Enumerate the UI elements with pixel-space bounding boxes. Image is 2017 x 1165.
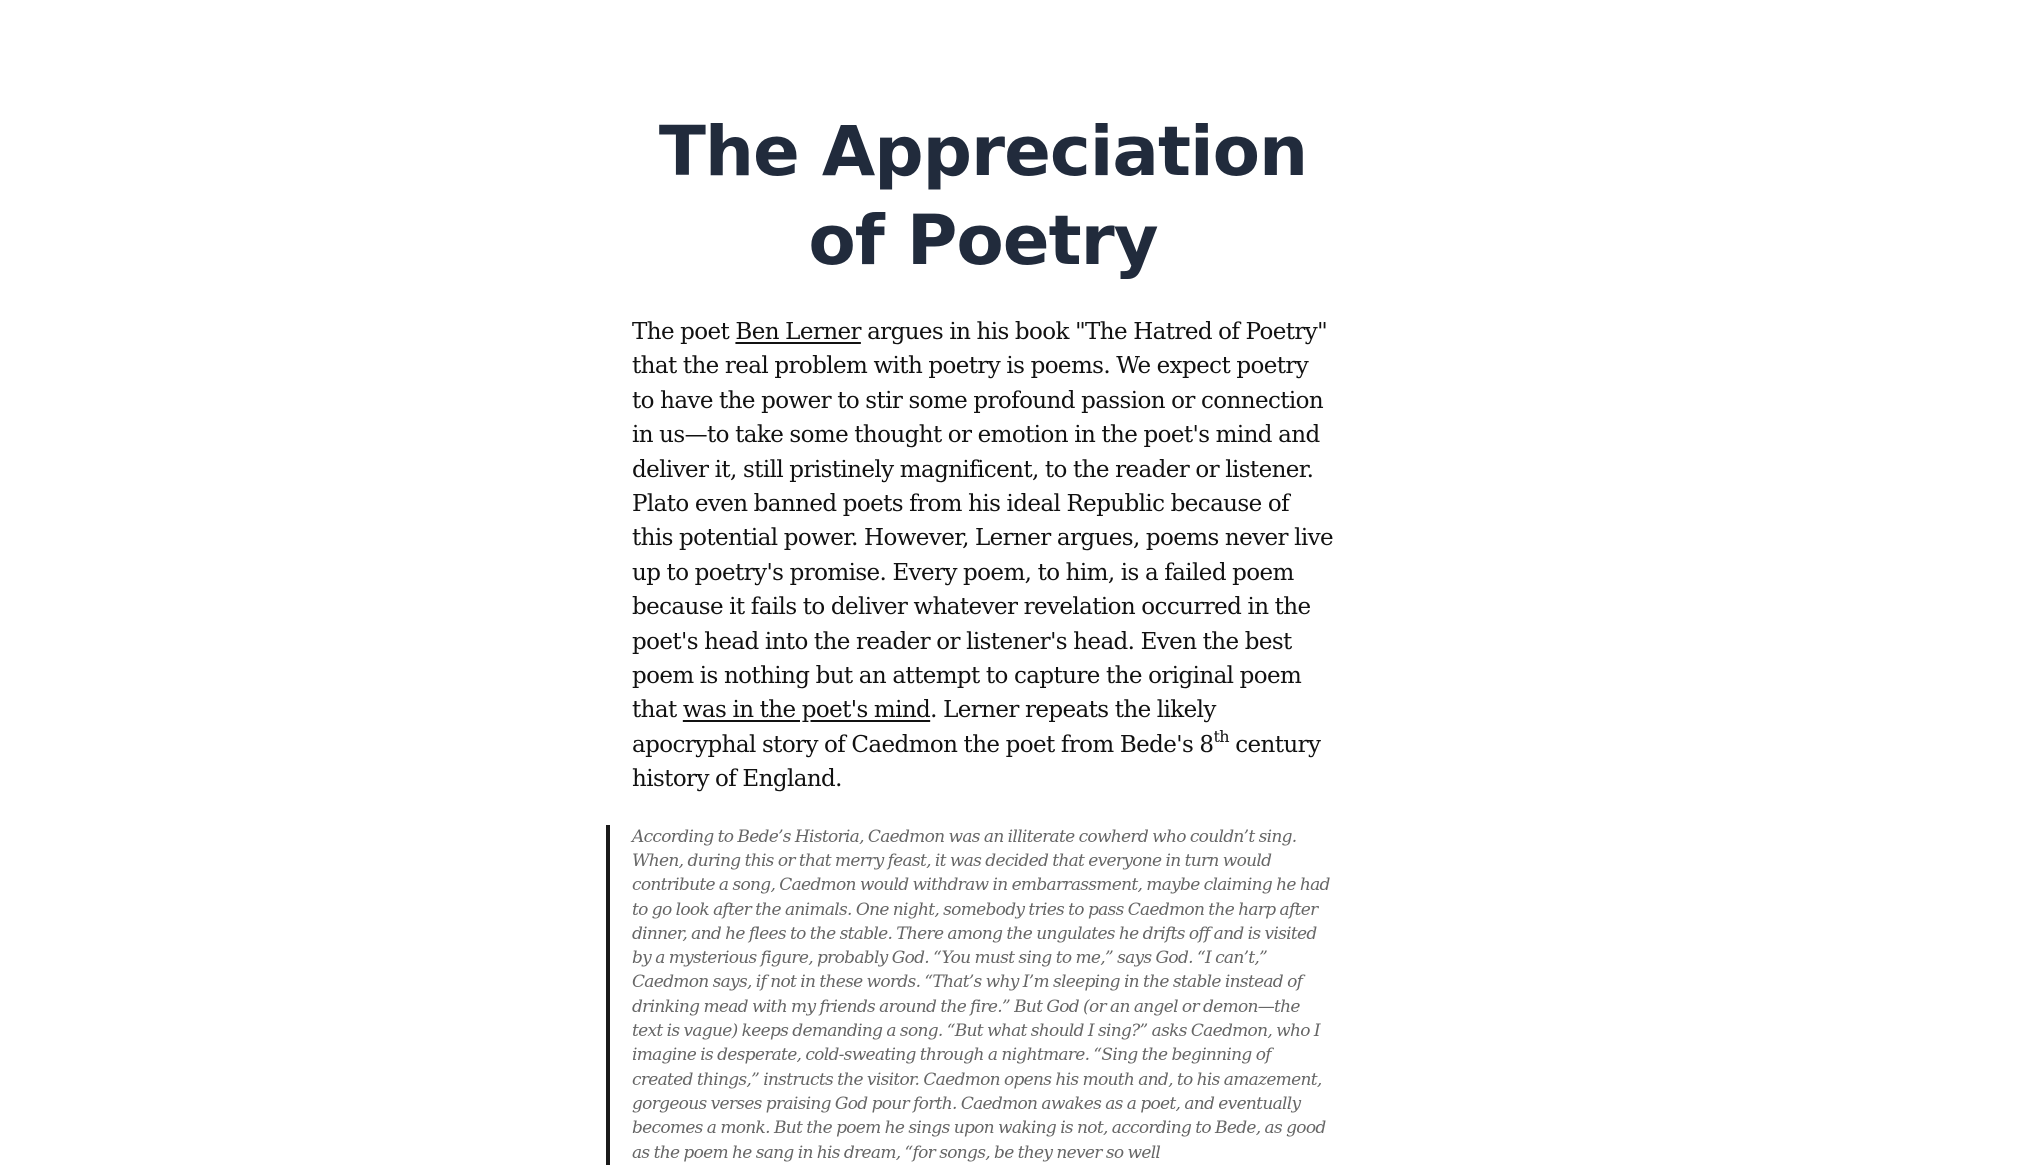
caedmon-blockquote: According to Bede’s Historia, Caedmon was an illiterate cowherd who couldn’t sing. When, during this or that merry feast, it was decided that everyone in turn would contribute a song, Caedmon would withdraw in embarrassment, maybe claiming he had to go look after the animals. One night, somebody tries to pass Caedmon the harp after dinner, and he flees to the stable. There among the ungulates he drifts off and is visited by a mysterious figure, probably God. “You must sing to me,” says God. “I can’t,” Caedmon says, if not in these words. “That’s why I’m sleeping in the stable instead of drinking mead with my friends around the fire.” But God (or an angel or demon—the text is vague) keeps demanding a song. “But what should I sing?” asks Caedmon, who I imagine is desperate, cold-sweating through a nightmare. “Sing the beginning of created things,” instructs the visitor. Caedmon opens his mouth and, to his amazement, gorgeous verses praising God pour forth. Caedmon awakes as a poet, and eventually becomes a monk. But the poem he sings upon waking is not, according to Bede, as good as the poem he sang in his dream, “for songs, be they never so well [606, 825, 1334, 1165]
ordinal-superscript: th [1213, 726, 1230, 746]
page-title: The Appreciation of Poetry [658, 112, 1308, 281]
article [632, 0, 1334, 1165]
paragraph-text: . Lerner repeats the likely apocryphal story of Caedmon the poet from Bede's 8 [632, 697, 1216, 758]
paragraph-text: century history of England. [632, 731, 1321, 793]
poets-mind-link[interactable]: was in the poet's mind [682, 697, 931, 724]
intro-paragraph [632, 315, 1334, 797]
paragraph-text: argues in his book "The Hatred of Poetry" that the real problem with poetry is poems. We expect poetry to have the power to stir some profound passion or connection in us—to take some thought or emotion in the poet's mind and deliver it, still pristinely magnificent, to the reader or listener. Plato even banned poets from his ideal Republic because of this potential power. However, Lerner argues, poems never live up to poetry's promise. Every poem, to him, is a failed poem because it fails to deliver whatever revelation occurred in the poet's head into the reader or listener's head. Even the best poem is nothing but an attempt to capture the original poem that [632, 319, 1334, 724]
paragraph-text: The poet [632, 319, 736, 345]
ben-lerner-link[interactable]: Ben Lerner [735, 319, 861, 345]
